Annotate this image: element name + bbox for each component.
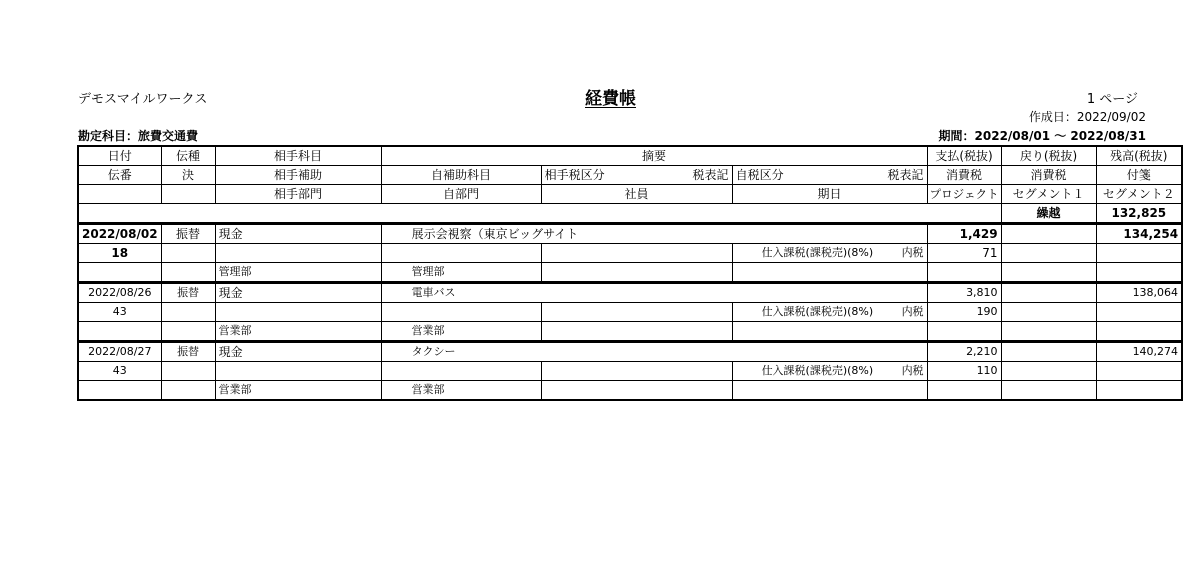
entry-summary: 電車バス <box>381 283 927 303</box>
col-header: 消費税 <box>1001 166 1096 185</box>
entry-tax-class: 仕入課税(課税売)(8%) <box>761 305 874 318</box>
page-title: 経費帳 <box>585 89 636 109</box>
entry-type: 振替 <box>161 224 215 244</box>
col-header: 自部門 <box>381 185 541 204</box>
entry-date: 2022/08/27 <box>78 342 161 362</box>
col-header <box>541 166 732 185</box>
entry-balance: 134,254 <box>1096 224 1182 244</box>
table-row <box>78 263 1182 283</box>
entry-summary: 展示会視察（東京ビッグサイト <box>381 224 927 244</box>
entry-type: 振替 <box>161 283 215 303</box>
entry-voucher: 43 <box>78 362 161 381</box>
entry-balance: 140,274 <box>1096 342 1182 362</box>
col-header: 伝番 <box>78 166 161 185</box>
entry-tax: 110 <box>927 362 1001 381</box>
created-date: 作成日：2022/09/02 <box>1028 110 1146 124</box>
page-number: 1 ページ <box>1086 92 1138 107</box>
col-header <box>732 166 927 185</box>
entry-date: 2022/08/26 <box>78 283 161 303</box>
table-row <box>78 381 1182 401</box>
carry-row <box>78 204 1182 224</box>
carry-balance: 132,825 <box>1096 204 1182 224</box>
col-header: 税表記 <box>692 168 729 182</box>
entry-voucher: 18 <box>78 244 161 263</box>
col-header: 残高(税抜) <box>1096 146 1182 166</box>
entry-payment: 3,810 <box>927 283 1001 303</box>
col-header: 期日 <box>732 185 927 204</box>
col-header: 税表記 <box>887 168 924 182</box>
period-range: 期間：2022/08/01 ～ 2022/08/31 <box>938 129 1146 143</box>
header-row-2 <box>78 166 1182 185</box>
col-header: 相手補助 <box>215 166 381 185</box>
entry-dept-other: 営業部 <box>215 381 381 401</box>
col-header: セグメント２ <box>1096 185 1182 204</box>
entry-dept-own: 営業部 <box>381 322 541 342</box>
col-header: 相手科目 <box>215 146 381 166</box>
entry-date: 2022/08/02 <box>78 224 161 244</box>
col-header: 付箋 <box>1096 166 1182 185</box>
entry-dept-other: 管理部 <box>215 263 381 283</box>
col-header: 支払(税抜) <box>927 146 1001 166</box>
col-header: 相手税区分 <box>544 168 605 182</box>
col-header: 消費税 <box>927 166 1001 185</box>
table-row <box>78 224 1182 244</box>
table-row <box>78 322 1182 342</box>
col-header: 社員 <box>541 185 732 204</box>
entry-account: 現金 <box>215 342 381 362</box>
col-header: 相手部門 <box>215 185 381 204</box>
entry-tax-class: 仕入課税(課税売)(8%) <box>761 364 874 377</box>
entry-tax-class: 仕入課税(課税売)(8%) <box>761 246 874 259</box>
entry-payment: 2,210 <box>927 342 1001 362</box>
account-title: 勘定科目：旅費交通費 <box>78 129 199 143</box>
col-header: プロジェクト <box>927 185 1001 204</box>
entry-balance: 138,064 <box>1096 283 1182 303</box>
col-header: 日付 <box>78 146 161 166</box>
table-row <box>78 283 1182 303</box>
table-row <box>78 342 1182 362</box>
col-header: 自税区分 <box>735 168 784 182</box>
entry-tax: 190 <box>927 303 1001 322</box>
table-row <box>78 362 1182 381</box>
entry-account: 現金 <box>215 283 381 303</box>
entry-voucher: 43 <box>78 303 161 322</box>
table-row <box>78 244 1182 263</box>
entry-payment: 1,429 <box>927 224 1001 244</box>
entry-tax-mark: 内税 <box>901 364 924 377</box>
col-header: 伝種 <box>161 146 215 166</box>
table-row <box>78 303 1182 322</box>
header-row-1 <box>78 146 1182 166</box>
col-header: セグメント１ <box>1001 185 1096 204</box>
company-name: デモスマイルワークス <box>78 92 208 107</box>
col-header: 自補助科目 <box>381 166 541 185</box>
header-row-3 <box>78 185 1182 204</box>
carry-label: 繰越 <box>1001 204 1096 224</box>
expense-ledger-table <box>77 145 1183 401</box>
entry-type: 振替 <box>161 342 215 362</box>
entry-dept-other: 営業部 <box>215 322 381 342</box>
entry-dept-own: 営業部 <box>381 381 541 401</box>
entry-summary: タクシー <box>381 342 927 362</box>
entry-account: 現金 <box>215 224 381 244</box>
col-header: 摘要 <box>381 146 927 166</box>
entry-tax: 71 <box>927 244 1001 263</box>
entry-dept-own: 管理部 <box>381 263 541 283</box>
entry-tax-mark: 内税 <box>901 246 924 259</box>
col-header: 決 <box>161 166 215 185</box>
entry-tax-mark: 内税 <box>901 305 924 318</box>
col-header: 戻り(税抜) <box>1001 146 1096 166</box>
